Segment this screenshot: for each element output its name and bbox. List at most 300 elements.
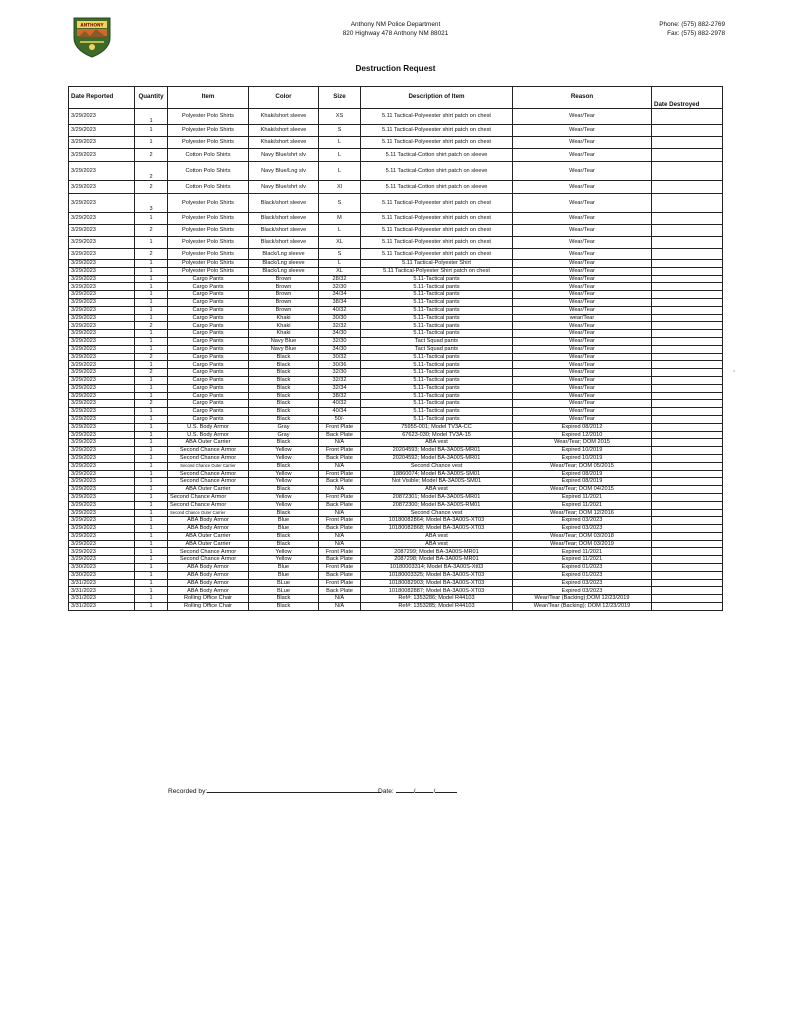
- cell-date-destroyed: [652, 314, 723, 322]
- cell-description: 5.11 Tactical-Polyeester shirt patch on chest: [361, 125, 513, 137]
- cell-reason: Wear/Tear: [513, 194, 652, 213]
- cell-color: Black/short sleeve: [249, 237, 319, 249]
- cell-color: Black: [249, 369, 319, 377]
- cell-date-reported: 3/29/2023: [69, 137, 135, 149]
- cell-size: Front Plate: [319, 579, 361, 587]
- cell-date-destroyed: [652, 392, 723, 400]
- cell-color: Blue: [249, 571, 319, 579]
- cell-item: Cargo Pants: [168, 314, 249, 322]
- department-address: 820 Highway 478 Anthony NM 88021: [342, 30, 449, 37]
- cell-date-destroyed: [652, 478, 723, 486]
- cell-description: Not Visible; Model BA-3A00S-SM01: [361, 478, 513, 486]
- cell-reason: Wear/Tear: [513, 361, 652, 369]
- cell-quantity: 1: [135, 330, 168, 338]
- cell-date-reported: 3/29/2023: [69, 361, 135, 369]
- cell-size: 32/30: [319, 369, 361, 377]
- cell-description: 5.11-Tactical pants: [361, 353, 513, 361]
- document-title: Destruction Request: [355, 64, 436, 73]
- cell-size: 30/36: [319, 361, 361, 369]
- cell-item: Polyester Polo Shirts: [168, 267, 249, 275]
- cell-item: Cargo Pants: [168, 400, 249, 408]
- cell-description: 5.11-Tactical pants: [361, 400, 513, 408]
- cell-item: Second Chance Armor: [168, 493, 249, 501]
- cell-size: S: [319, 125, 361, 137]
- cell-size: Back Plate: [319, 525, 361, 533]
- cell-description: 20872301; Model BA-3A00S-MR01: [361, 493, 513, 501]
- table-row: [69, 579, 723, 587]
- cell-size: 34/30: [319, 345, 361, 353]
- cell-date-reported: 3/29/2023: [69, 337, 135, 345]
- cell-date-reported: 3/29/2023: [69, 194, 135, 213]
- cell-date-destroyed: [652, 423, 723, 431]
- cell-color: Yellow: [249, 470, 319, 478]
- cell-date-destroyed: [652, 470, 723, 478]
- cell-date-reported: 3/29/2023: [69, 540, 135, 548]
- table-row: [69, 517, 723, 525]
- cell-description: 5.11-Tactical pants: [361, 330, 513, 338]
- table-row: [69, 322, 723, 330]
- cell-date-destroyed: [652, 431, 723, 439]
- cell-quantity: 2: [135, 162, 168, 181]
- recorded-by-blank: [207, 786, 381, 793]
- cell-reason: Expired 11/2021: [513, 493, 652, 501]
- scan-speck: [733, 370, 735, 372]
- cell-quantity: 1: [135, 462, 168, 470]
- cell-date-reported: 3/29/2023: [69, 322, 135, 330]
- cell-item: Cargo Pants: [168, 408, 249, 416]
- cell-quantity: 1: [135, 556, 168, 564]
- cell-item: Polyester Polo Shirts: [168, 125, 249, 137]
- cell-size: N/A: [319, 509, 361, 517]
- cell-quantity: 1: [135, 454, 168, 462]
- cell-reason: Expired 01/2023: [513, 564, 652, 572]
- cell-item: ABA Body Armor: [168, 587, 249, 595]
- cell-color: BLue: [249, 587, 319, 595]
- cell-size: N/A: [319, 595, 361, 603]
- table-row: [69, 415, 723, 423]
- cell-date-reported: 3/29/2023: [69, 525, 135, 533]
- table-row: [69, 314, 723, 322]
- cell-reason: Wear/Tear: [513, 415, 652, 423]
- cell-date-destroyed: [652, 137, 723, 149]
- cell-description: 75955-001; Model TV3A-CC: [361, 423, 513, 431]
- cell-reason: Wear/Tear: [513, 291, 652, 299]
- cell-quantity: 1: [135, 275, 168, 283]
- cell-size: 32/32: [319, 376, 361, 384]
- cell-size: 40/32: [319, 306, 361, 314]
- table-row: [69, 237, 723, 249]
- cell-color: Brown: [249, 283, 319, 291]
- cell-color: Black/Lng sleeve: [249, 249, 319, 260]
- cell-item: Polyester Polo Shirts: [168, 237, 249, 249]
- table-row: [69, 306, 723, 314]
- cell-date-destroyed: [652, 194, 723, 213]
- cell-item: Cargo Pants: [168, 361, 249, 369]
- table-row: [69, 462, 723, 470]
- cell-date-reported: 3/31/2023: [69, 603, 135, 611]
- cell-date-reported: 3/29/2023: [69, 423, 135, 431]
- table-row: [69, 587, 723, 595]
- cell-date-destroyed: [652, 564, 723, 572]
- cell-reason: wear/Tear: [513, 314, 652, 322]
- cell-size: Back Plate: [319, 501, 361, 509]
- cell-size: N/A: [319, 532, 361, 540]
- cell-description: Ref#: 1353285; Model R44103: [361, 603, 513, 611]
- cell-reason: Wear/Tear; DOM 2015: [513, 439, 652, 447]
- cell-size: Front Plate: [319, 517, 361, 525]
- cell-date-destroyed: [652, 322, 723, 330]
- cell-date-reported: 3/29/2023: [69, 283, 135, 291]
- table-row: [69, 376, 723, 384]
- date-month-blank: [396, 786, 414, 793]
- cell-quantity: 2: [135, 369, 168, 377]
- cell-quantity: 1: [135, 532, 168, 540]
- cell-date-reported: 3/29/2023: [69, 181, 135, 194]
- table-row: [69, 392, 723, 400]
- cell-date-reported: 3/31/2023: [69, 579, 135, 587]
- cell-color: Black: [249, 384, 319, 392]
- cell-date-destroyed: [652, 493, 723, 501]
- cell-description: 5.11-Tactical pants: [361, 408, 513, 416]
- cell-date-reported: 3/29/2023: [69, 470, 135, 478]
- cell-date-destroyed: [652, 517, 723, 525]
- cell-item: Second Chance Outer Carrier: [168, 509, 249, 517]
- cell-date-destroyed: [652, 283, 723, 291]
- cell-quantity: 1: [135, 376, 168, 384]
- cell-description: ABA vest: [361, 439, 513, 447]
- cell-reason: Wear/Tear: [513, 400, 652, 408]
- cell-date-reported: 3/29/2023: [69, 431, 135, 439]
- cell-reason: Wear/Tear: [513, 249, 652, 260]
- cell-description: 5.11-Tactical pants: [361, 275, 513, 283]
- department-name: Anthony NM Police Department: [350, 21, 441, 28]
- cell-reason: Expired 03/2023: [513, 587, 652, 595]
- cell-date-destroyed: [652, 384, 723, 392]
- cell-quantity: 1: [135, 447, 168, 455]
- cell-date-reported: 3/29/2023: [69, 400, 135, 408]
- cell-reason: Wear/Tear: [513, 353, 652, 361]
- table-row: [69, 400, 723, 408]
- cell-quantity: 1: [135, 337, 168, 345]
- cell-description: ABA vest: [361, 540, 513, 548]
- cell-date-destroyed: [652, 571, 723, 579]
- cell-quantity: 1: [135, 283, 168, 291]
- cell-item: Cargo Pants: [168, 369, 249, 377]
- cell-date-reported: 3/29/2023: [69, 353, 135, 361]
- cell-color: Black: [249, 392, 319, 400]
- cell-reason: Wear/Tear: [513, 376, 652, 384]
- cell-date-destroyed: [652, 532, 723, 540]
- cell-date-reported: 3/29/2023: [69, 493, 135, 501]
- cell-reason: Wear/Tear: [513, 137, 652, 149]
- cell-quantity: 2: [135, 400, 168, 408]
- contact-block: [659, 20, 725, 38]
- cell-date-reported: 3/29/2023: [69, 415, 135, 423]
- cell-date-destroyed: [652, 267, 723, 275]
- cell-date-reported: 3/29/2023: [69, 225, 135, 237]
- cell-size: 32/32: [319, 322, 361, 330]
- cell-color: Black: [249, 486, 319, 494]
- table-row: [69, 540, 723, 548]
- table-row: [69, 509, 723, 517]
- table-row: [69, 181, 723, 194]
- cell-size: Front Plate: [319, 470, 361, 478]
- cell-color: Black/Lng sleeve: [249, 267, 319, 275]
- cell-reason: Wear/Tear: [513, 260, 652, 268]
- cell-date-destroyed: [652, 587, 723, 595]
- cell-item: ABA Outer Carrier: [168, 486, 249, 494]
- cell-date-reported: 3/29/2023: [69, 478, 135, 486]
- cell-date-destroyed: [652, 337, 723, 345]
- cell-color: Black: [249, 408, 319, 416]
- cell-item: Cargo Pants: [168, 337, 249, 345]
- cell-quantity: 1: [135, 540, 168, 548]
- cell-size: Front Plate: [319, 423, 361, 431]
- cell-date-destroyed: [652, 603, 723, 611]
- cell-color: Yellow: [249, 493, 319, 501]
- cell-date-destroyed: [652, 548, 723, 556]
- cell-color: Black: [249, 462, 319, 470]
- cell-description: 5.11-Tactical pants: [361, 392, 513, 400]
- table-row: [69, 194, 723, 213]
- cell-color: Black: [249, 603, 319, 611]
- table-row: [69, 330, 723, 338]
- table-row: [69, 162, 723, 181]
- cell-description: 5.11-Tactical pants: [361, 369, 513, 377]
- cell-reason: Wear/Tear: [513, 408, 652, 416]
- cell-date-reported: 3/29/2023: [69, 237, 135, 249]
- table-row: [69, 267, 723, 275]
- table-row: [69, 213, 723, 225]
- recorded-by-label: Recorded by:: [168, 788, 208, 795]
- cell-date-reported: 3/31/2023: [69, 587, 135, 595]
- cell-quantity: 1: [135, 415, 168, 423]
- cell-quantity: 1: [135, 431, 168, 439]
- cell-color: Brown: [249, 291, 319, 299]
- cell-date-destroyed: [652, 462, 723, 470]
- cell-color: Black: [249, 509, 319, 517]
- recorded-by-line: [168, 786, 381, 795]
- cell-date-destroyed: [652, 298, 723, 306]
- cell-item: ABA Body Armor: [168, 517, 249, 525]
- cell-date-reported: 3/29/2023: [69, 384, 135, 392]
- cell-item: Cargo Pants: [168, 306, 249, 314]
- cell-date-reported: 3/29/2023: [69, 306, 135, 314]
- cell-color: Brown: [249, 306, 319, 314]
- cell-date-destroyed: [652, 109, 723, 125]
- cell-description: 5.11 Tactical-Polyester Shirt: [361, 260, 513, 268]
- table-row: [69, 501, 723, 509]
- cell-date-reported: 3/29/2023: [69, 267, 135, 275]
- cell-reason: Wear/Tear: [513, 267, 652, 275]
- cell-reason: Wear/Tear: [513, 225, 652, 237]
- cell-date-reported: 3/29/2023: [69, 149, 135, 162]
- cell-color: Black: [249, 540, 319, 548]
- cell-description: 5.11 Tactical-Polyeester shirt patch on chest: [361, 137, 513, 149]
- cell-color: Gray: [249, 431, 319, 439]
- cell-date-reported: 3/29/2023: [69, 213, 135, 225]
- cell-color: Yellow: [249, 556, 319, 564]
- cell-color: Brown: [249, 275, 319, 283]
- cell-reason: Wear/Tear: [513, 213, 652, 225]
- cell-date-destroyed: [652, 237, 723, 249]
- cell-color: Black/Lng sleeve: [249, 260, 319, 268]
- cell-description: 10180082887; Model BA-3A00S-XT03: [361, 587, 513, 595]
- cell-item: U.S. Body Armor: [168, 431, 249, 439]
- cell-size: 38/34: [319, 298, 361, 306]
- cell-size: Back Plate: [319, 431, 361, 439]
- cell-quantity: 1: [135, 137, 168, 149]
- table-row: [69, 408, 723, 416]
- col-header-reason: Reason: [513, 87, 652, 109]
- table-row: [69, 454, 723, 462]
- cell-size: S: [319, 249, 361, 260]
- cell-description: Second Chance vest: [361, 462, 513, 470]
- cell-item: Cotton Polo Shirts: [168, 149, 249, 162]
- cell-size: 38/32: [319, 392, 361, 400]
- cell-description: 20872300; Model BA-3A00S-RM01: [361, 501, 513, 509]
- cell-date-destroyed: [652, 501, 723, 509]
- cell-size: 50/-: [319, 415, 361, 423]
- cell-date-reported: 3/29/2023: [69, 260, 135, 268]
- cell-color: Khaki: [249, 330, 319, 338]
- cell-size: N/A: [319, 540, 361, 548]
- cell-item: Polyester Polo Shirts: [168, 194, 249, 213]
- cell-reason: Wear/Tear: [513, 181, 652, 194]
- cell-size: M: [319, 213, 361, 225]
- cell-size: 30/30: [319, 314, 361, 322]
- table-header-row: [69, 87, 723, 109]
- cell-description: 5.11 Tactical-Polyeester shirt patch on chest: [361, 249, 513, 260]
- cell-reason: Expired 03/2023: [513, 517, 652, 525]
- cell-item: Rolling Office Chair: [168, 603, 249, 611]
- cell-reason: Expired 10/2019: [513, 454, 652, 462]
- cell-quantity: 1: [135, 237, 168, 249]
- cell-quantity: 1: [135, 470, 168, 478]
- cell-description: 10180003314; Model BA-3A00S-Xt03: [361, 564, 513, 572]
- table-row: [69, 525, 723, 533]
- cell-date-reported: 3/29/2023: [69, 408, 135, 416]
- cell-color: Yellow: [249, 478, 319, 486]
- cell-date-reported: 3/29/2023: [69, 298, 135, 306]
- cell-size: 34/30: [319, 330, 361, 338]
- cell-quantity: 1: [135, 509, 168, 517]
- cell-color: Black: [249, 532, 319, 540]
- cell-date-destroyed: [652, 509, 723, 517]
- table-row: [69, 571, 723, 579]
- table-row: [69, 275, 723, 283]
- table-row: [69, 345, 723, 353]
- cell-description: 5.11-Tactical pants: [361, 322, 513, 330]
- cell-quantity: 1: [135, 260, 168, 268]
- cell-description: 5.11-Tactical pants: [361, 291, 513, 299]
- cell-size: L: [319, 137, 361, 149]
- cell-color: Yellow: [249, 501, 319, 509]
- cell-description: 20204593; Model BA-3A00S-MR01: [361, 447, 513, 455]
- cell-color: Black: [249, 361, 319, 369]
- cell-color: Black: [249, 376, 319, 384]
- cell-color: Brown: [249, 298, 319, 306]
- fax-number: Fax: (575) 882-2978: [667, 30, 725, 37]
- cell-reason: Wear/Tear; DOM 05/2015: [513, 462, 652, 470]
- cell-item: ABA Outer Carrier: [168, 540, 249, 548]
- cell-date-reported: 3/29/2023: [69, 291, 135, 299]
- cell-date-destroyed: [652, 408, 723, 416]
- cell-reason: Wear/Tear; DOM 03/2019: [513, 540, 652, 548]
- cell-date-reported: 3/29/2023: [69, 556, 135, 564]
- cell-size: S: [319, 194, 361, 213]
- cell-date-reported: 3/29/2023: [69, 314, 135, 322]
- cell-date-reported: 3/30/2023: [69, 571, 135, 579]
- cell-date-destroyed: [652, 353, 723, 361]
- table-row: [69, 249, 723, 260]
- cell-date-destroyed: [652, 125, 723, 137]
- cell-color: Black: [249, 353, 319, 361]
- cell-reason: Wear/Tear: [513, 384, 652, 392]
- cell-item: Second Chance Armor: [168, 556, 249, 564]
- table-row: [69, 225, 723, 237]
- cell-color: Gray: [249, 423, 319, 431]
- cell-item: Cotton Polo Shirts: [168, 181, 249, 194]
- table-row: [69, 564, 723, 572]
- cell-item: Polyester Polo Shirts: [168, 249, 249, 260]
- cell-quantity: 1: [135, 493, 168, 501]
- cell-quantity: 1: [135, 579, 168, 587]
- cell-item: Cargo Pants: [168, 322, 249, 330]
- cell-date-reported: 3/29/2023: [69, 376, 135, 384]
- cell-reason: Wear/Tear: [513, 330, 652, 338]
- table-row: [69, 595, 723, 603]
- cell-color: Yellow: [249, 447, 319, 455]
- cell-date-destroyed: [652, 249, 723, 260]
- cell-date-reported: 3/29/2023: [69, 345, 135, 353]
- cell-date-destroyed: [652, 595, 723, 603]
- cell-color: Navy Blue/shrt slv: [249, 149, 319, 162]
- cell-description: 10180082864; Model BA-3A00S-XT03: [361, 517, 513, 525]
- cell-description: 5.11 Tactical-Polyeester shirt patch on chest: [361, 225, 513, 237]
- cell-size: 40/34: [319, 408, 361, 416]
- cell-quantity: 1: [135, 439, 168, 447]
- cell-item: Cargo Pants: [168, 345, 249, 353]
- cell-quantity: 1: [135, 345, 168, 353]
- cell-quantity: 1: [135, 291, 168, 299]
- cell-description: Tact Squad pants: [361, 337, 513, 345]
- cell-reason: Wear/Tear (Backing); DOM 12/23/2019: [513, 603, 652, 611]
- col-header-size: Size: [319, 87, 361, 109]
- cell-description: 10180082868; Model BA-3A00S-XT03: [361, 525, 513, 533]
- cell-reason: Expired 11/2021: [513, 548, 652, 556]
- cell-reason: Wear/Tear: [513, 392, 652, 400]
- cell-date-destroyed: [652, 306, 723, 314]
- cell-reason: Wear/Tear: [513, 306, 652, 314]
- cell-date-reported: 3/29/2023: [69, 369, 135, 377]
- cell-quantity: 1: [135, 298, 168, 306]
- cell-description: 5.11 Tactical-Cotton shirt patch on sleeve: [361, 162, 513, 181]
- cell-description: 5.11-Tactical pants: [361, 298, 513, 306]
- cell-date-destroyed: [652, 376, 723, 384]
- col-header-item: Item: [168, 87, 249, 109]
- cell-description: 20204592; Model BA-3A00S-MR01: [361, 454, 513, 462]
- cell-date-destroyed: [652, 439, 723, 447]
- cell-reason: Wear/Tear: [513, 322, 652, 330]
- cell-color: Blue: [249, 564, 319, 572]
- cell-item: Cargo Pants: [168, 291, 249, 299]
- cell-size: N/A: [319, 462, 361, 470]
- cell-date-destroyed: [652, 275, 723, 283]
- cell-item: Second Chance Armor: [168, 478, 249, 486]
- cell-description: 5.11 Tactical-Polyeester shirt patch on chest: [361, 194, 513, 213]
- cell-date-reported: 3/29/2023: [69, 275, 135, 283]
